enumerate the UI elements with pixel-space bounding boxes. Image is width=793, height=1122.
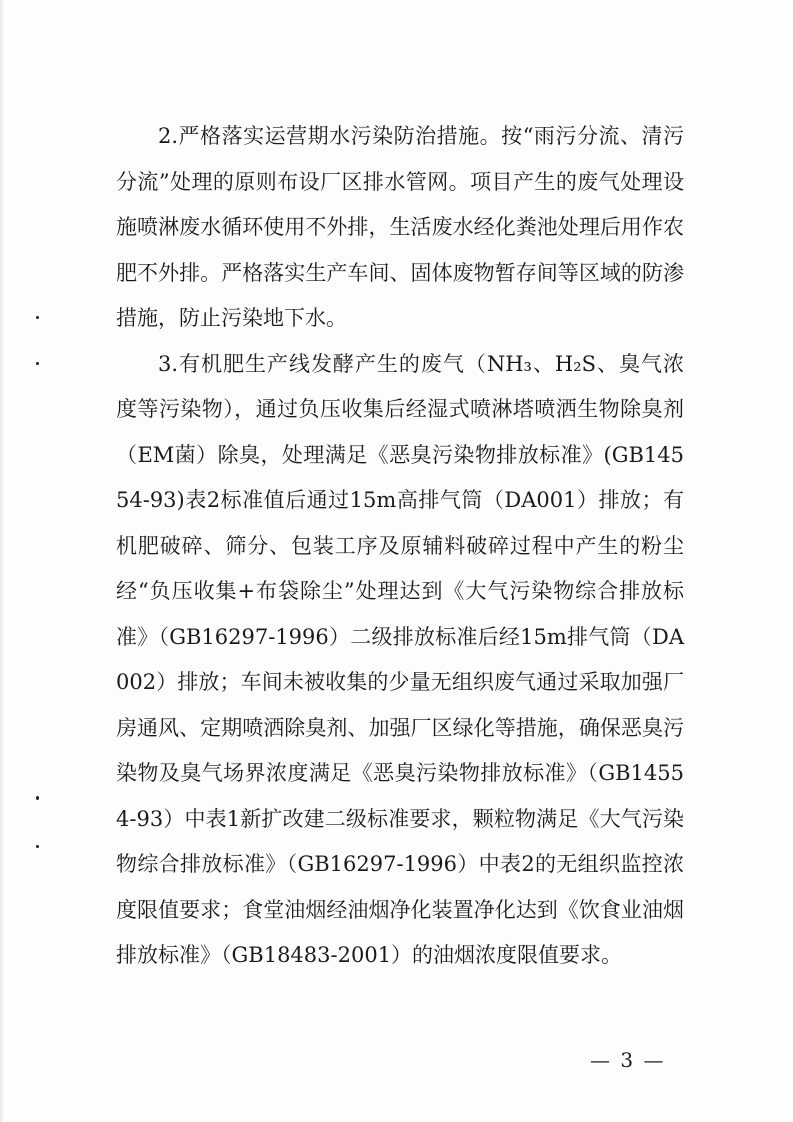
scan-edge-shadow [0,0,4,1122]
scan-speck [36,796,39,800]
scan-speck [36,316,39,319]
paragraph-water-pollution: 2.严格落实运营期水污染防治措施。按“雨污分流、清污分流”处理的原则布设厂区排水管网。项目产生的废气处理设施喷淋废水循环使用不外排，生活废水经化粪池处理后用作农肥不外排。严格落实生产车间、固体废物暂存间等区域的防渗措施，防止污染地下水。 [116,124,684,330]
body-text [116,114,684,979]
scan-speck [36,845,39,848]
paragraph-air-pollution: 3.有机肥生产线发酵产生的废气（NH₃、H₂S、臭气浓度等污染物），通过负压收集后经湿式喷淋塔喷洒生物除臭剂（EM菌）除臭，处理满足《恶臭污染物排放标准》(GB14554-93)表2标准值后通过15m高排气筒（DA001）排放；有机肥破碎、筛分、包装工序及原辅料破碎过程中产生的粉尘经“负压收集+布袋除尘”处理达到《大气污染物综合排放标准》（GB16297-1996）二级排放标准后经15m排气筒（DA002）排放；车间未被收集的少量无组织废气通过采取加强厂房通风、定期喷洒除臭剂、加强厂区绿化等措施，确保恶臭污染物及臭气场界浓度满足《恶臭污染物排放标准》（GB14554-93）中表1新扩改建二级标准要求，颗粒物满足《大气污染物综合排放标准》（GB16297-1996）中表2的无组织监控浓度限值要求；食堂油烟经油烟净化装置净化达到《饮食业油烟排放标准》（GB18483-2001）的油烟浓度限值要求。 [116,351,684,967]
page-number: — 3 — [590,1048,666,1072]
scan-speck [36,362,39,365]
